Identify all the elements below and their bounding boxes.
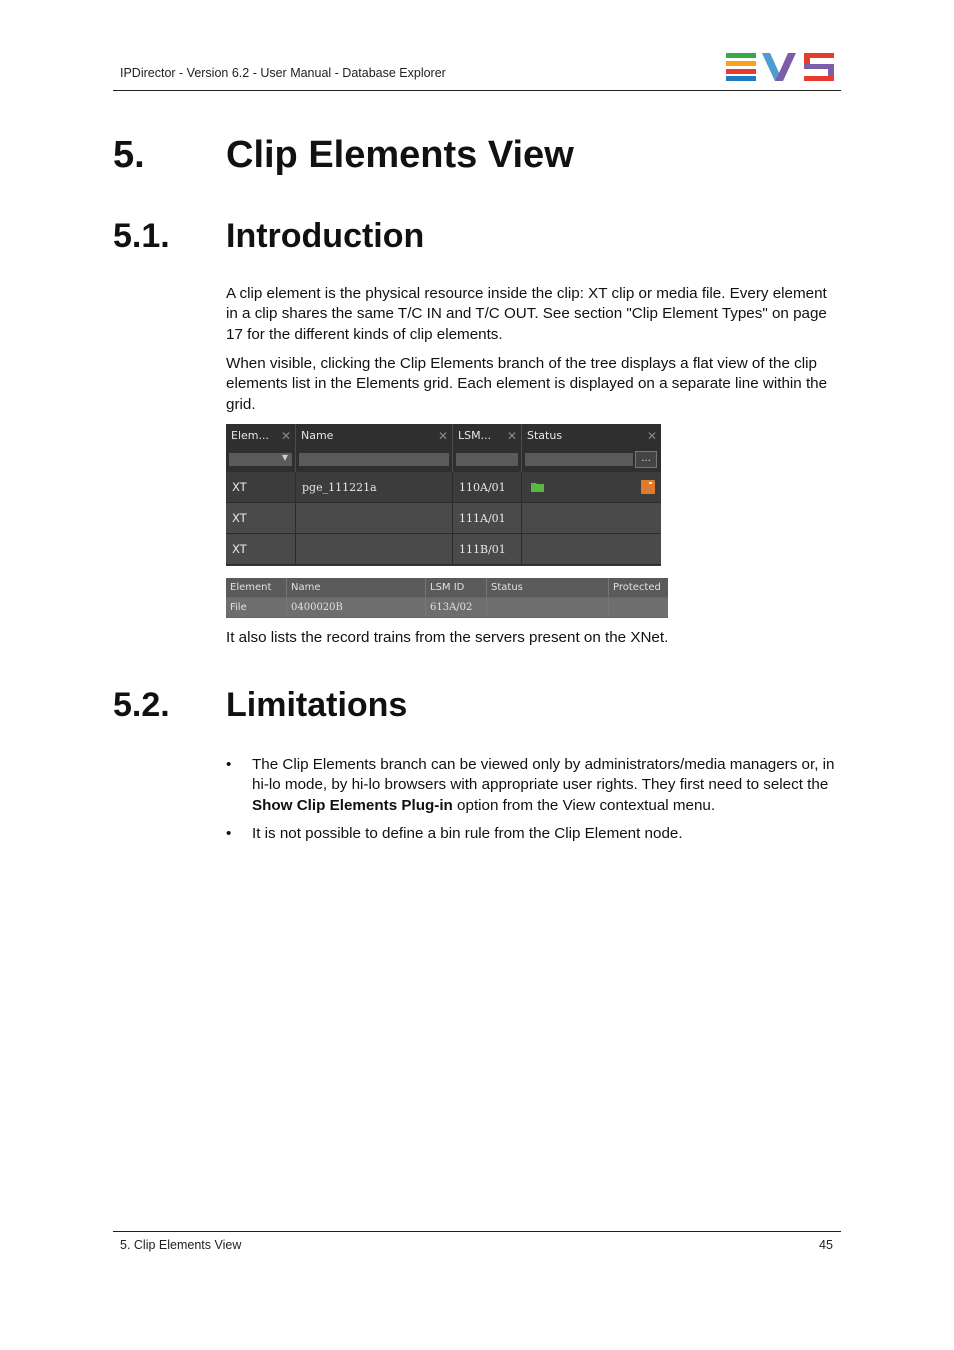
table-row[interactable]: [226, 472, 661, 503]
chevron-down-icon[interactable]: ▼: [281, 453, 288, 462]
cell-status: [522, 472, 661, 503]
cell-element: XT: [226, 472, 296, 503]
grid-header-lsm-id[interactable]: LSM ID: [426, 578, 487, 597]
folder-icon: [531, 482, 544, 492]
close-icon[interactable]: ✕: [646, 429, 657, 443]
grid-header-label: Status: [527, 429, 563, 442]
cell-lsm-id: 613A/02: [426, 598, 487, 617]
chapter-number: 5.: [113, 134, 145, 176]
filter-status-input[interactable]: [525, 453, 633, 466]
intro-paragraph-2: When visible, clicking the Clip Elements branch of the tree displays a flat view of the clip elements list in the Elements grid. Each element is displayed on a separate line within the grid.: [226, 355, 828, 413]
footer-section: 5. Clip Elements View: [120, 1238, 242, 1252]
cell-element: File: [226, 598, 287, 617]
filter-element: [226, 448, 296, 472]
cell-element: XT: [226, 503, 296, 534]
cell-element: XT: [226, 534, 296, 565]
section-title-limitations: Limitations: [226, 686, 408, 724]
grid-header-name[interactable]: [296, 424, 453, 448]
cell-name: [296, 534, 453, 565]
intro-paragraph-1: A clip element is the physical resource inside the clip: XT clip or media file. Every element in a clip shares the same T/C IN and T/C OUT. See section "Clip Element Types" on page 17 for the different kinds of clip elements.: [226, 285, 827, 343]
bullet-1-bold-option: Show Clip Elements Plug-in: [252, 796, 453, 814]
page-header-title: IPDirector - Version 6.2 - User Manual - Database Explorer: [120, 66, 446, 80]
cell-name: pge_111221a: [296, 472, 453, 503]
grid-header-lsm[interactable]: [453, 424, 522, 448]
grid-header-status[interactable]: Status: [487, 578, 609, 597]
limitation-bullet-2: It is not possible to define a bin rule from the Clip Element node.: [252, 825, 683, 842]
cell-status: [487, 598, 609, 617]
cell-name: 0400020B: [287, 598, 426, 617]
cell-status: [522, 503, 661, 534]
lock-icon: [641, 480, 655, 494]
bullet-1-text-end: option from the View contextual menu.: [452, 796, 716, 814]
section-title-intro: Introduction: [226, 217, 425, 255]
filter-status-browse-button[interactable]: ...: [635, 451, 657, 468]
footer-divider: [113, 1231, 841, 1232]
intro-paragraph-3: It also lists the record trains from the servers present on the XNet.: [226, 629, 669, 646]
grid-header-name[interactable]: Name: [287, 578, 426, 597]
cell-name: [296, 503, 453, 534]
close-icon[interactable]: ✕: [437, 429, 448, 443]
grid-header-status[interactable]: [522, 424, 661, 448]
record-trains-grid-screenshot: [226, 578, 668, 618]
bullet-glyph: •: [226, 825, 232, 842]
bullet-1-text-start: The Clip Elements branch can be viewed only by administrators/media managers or, in hi-lo mode, by hi-lo browsers with appropriate user rights. They first need to select the: [252, 756, 835, 794]
cell-protected: [609, 598, 668, 617]
filter-name-input[interactable]: [299, 453, 449, 466]
grid-header-label: Name: [301, 429, 334, 442]
bullet-glyph: •: [226, 756, 232, 773]
cell-status: [522, 534, 661, 565]
grid-header-label: LSM...: [458, 429, 492, 442]
grid-header-element[interactable]: Element: [226, 578, 287, 597]
elements-grid-screenshot: [226, 424, 661, 566]
limitation-bullet-1: [252, 755, 842, 816]
filter-name: [296, 448, 453, 472]
section-number-limitations: 5.2.: [113, 686, 170, 724]
chapter-title: Clip Elements View: [226, 134, 574, 176]
filter-lsm-input[interactable]: [456, 453, 518, 466]
section-number-intro: 5.1.: [113, 217, 170, 255]
cell-lsm: 111A/01: [453, 503, 522, 534]
cell-lsm: 110A/01: [453, 472, 522, 503]
grid-header-label: Elem...: [231, 429, 269, 442]
grid-header-element[interactable]: [226, 424, 296, 448]
close-icon[interactable]: ✕: [280, 429, 291, 443]
filter-lsm: [453, 448, 522, 472]
evs-logo-icon: [726, 53, 834, 81]
close-icon[interactable]: ✕: [506, 429, 517, 443]
page-number: 45: [819, 1238, 833, 1252]
table-row[interactable]: [226, 503, 661, 534]
grid-header-protected[interactable]: Protected: [609, 578, 668, 597]
header-divider: [113, 90, 841, 91]
cell-lsm: 111B/01: [453, 534, 522, 565]
table-row[interactable]: [226, 534, 661, 565]
